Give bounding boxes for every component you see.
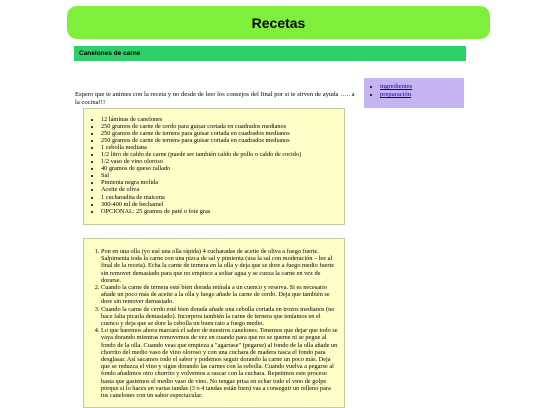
site-header: [67, 6, 490, 39]
ingredients-box: [83, 108, 345, 225]
ingredient-item: • 250 gramos de carne de ternera para guisar cortada en cuadrados medianos: [101, 130, 344, 137]
ingredient-item: • 12 láminas de canelones: [101, 116, 344, 123]
preparation-step: 3. Cuando la carne de cerdo esté bien dorada añade una cebolla cortada en trozos medianos (no hace falta picarla demasiado). Incorpora también la carne de ternera que teníamos en el cuenco y deja que se dore la cebolla un buen rato a fuego medio.: [101, 306, 338, 328]
recipe-title-bar: [74, 46, 466, 61]
ingredient-item: • 1 cucharadita de maicena: [101, 194, 344, 201]
menu-link-preparacion[interactable]: preparación: [380, 91, 412, 98]
preparation-step: 4. Lo que haremos ahora marcará el sabor de nuestros canelones. Tenemos que dejar que todo se vaya dorando mientras removemos de vez en cuando para que no se queme ni se pegue al fondo de la olla. Cuando veas que empieza a "agarrase" (pegarse) al fondo de la olla añade un chorrito del medio vaso de vino oloroso y con una cuchara de madera rasca el fondo para desglasar. Así sacamos todo el sabor y podemos seguir dorando la carne un poco más. Deja que se reduzca el vino y sigue dorando las carnes con la cebolla. Cuando vuelva a pegarse al fondo añadimos otro chorrito y volvemos a rascar con la cuchara. Repetimos este proceso hasta que gastemos el medio vaso de vino. No tengas prisa en echar todo el vino de golpe porque si lo haces en varias tandas (3 o 4 tandas están bien) vas a conseguir un relleno para tus canelones con un sabor espectacular.: [101, 327, 338, 399]
ingredient-item: • 250 gramos de carne de cerdo para guisar cortada en cuadrados medianos: [101, 123, 344, 130]
menu-item-preparacion: [380, 91, 464, 99]
ingredient-item: • Sal: [101, 172, 344, 179]
preparation-step: 1. Pon en una olla (yo usé una olla rápida) 4 cucharadas de aceite de oliva a fuego fuerte. Salpimenta toda la carne con una pizca de sal y pimienta (usa la sal con moderación – lee al final de la receta). Echa la carne de ternera en la olla y deja que se dore a fuego medio fuerte sin remover demasiado para que no empiece a soltar agua y se cueza la carne en vez de dorarse.: [101, 248, 338, 284]
preparation-steps: [84, 248, 344, 399]
ingredient-item: • 250 gramos de carne de ternera para guisar cortada en cuadrados medianos: [101, 137, 344, 144]
ingredient-item: • 1 cebolla mediana: [101, 144, 344, 151]
preparation-step: 2. Cuando la carne de ternera esté bien dorada retírala a un cuenco y reserva. Si es necesario añade un poco más de aceite a la olla y luego añade la carne de cerdo. Deja que también se dore sin remover demasiado.: [101, 284, 338, 306]
site-title: Recetas: [251, 14, 306, 31]
ingredient-item: • OPCIONAL: 25 gramos de paté o foie gras: [101, 208, 344, 215]
recipe-menu-list: [364, 83, 464, 99]
intro-text: Espero que te animes con la receta y no desde de leer los consejos del final por si te sirven de ayuda ….. a la cocina!!!: [75, 90, 355, 106]
menu-link-ingredientes[interactable]: ingredientes: [380, 83, 413, 90]
ingredient-item: • 1/2 litro de caldo de carne (puede ser también caldo de pollo o caldo de cocido): [101, 151, 344, 158]
ingredients-list: [84, 116, 344, 215]
recipe-menu: [364, 78, 464, 108]
ingredient-item: • Pimienta negra molida: [101, 179, 344, 186]
recipe-title: Canelones de carne: [79, 50, 141, 57]
ingredient-item: • 40 gramos de queso rallado: [101, 165, 344, 172]
preparation-box: [83, 238, 345, 408]
ingredient-item: • Aceite de oliva: [101, 186, 344, 193]
ingredient-item: • 1/2 vaso de vino oloroso: [101, 158, 344, 165]
menu-item-ingredientes: [380, 83, 464, 91]
ingredient-item: • 300-400 ml de bechamel: [101, 201, 344, 208]
